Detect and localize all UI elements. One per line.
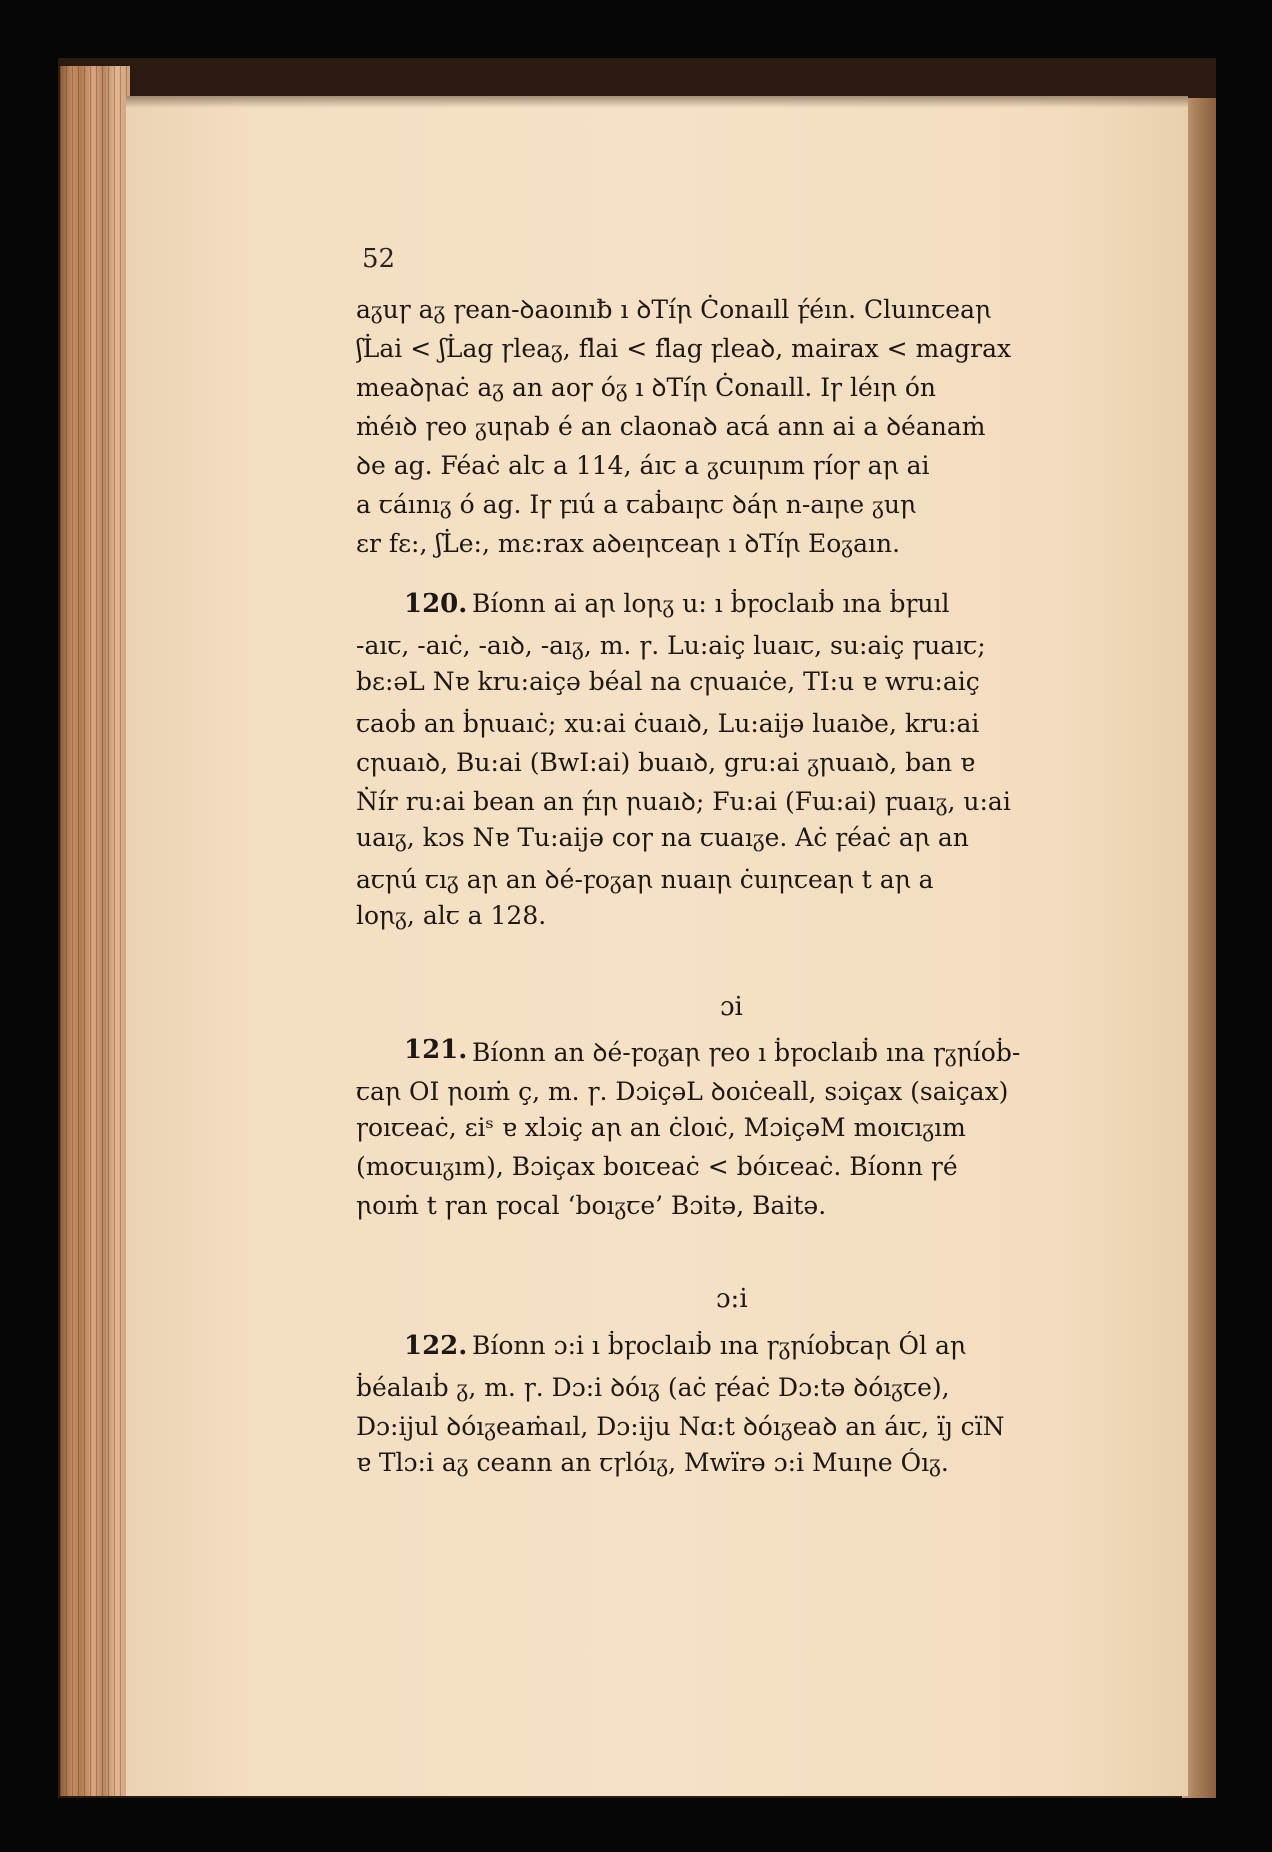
section-heading: ɔ:i xyxy=(716,1284,748,1314)
paragraph-number: 122. xyxy=(404,1331,468,1361)
text-line: uaıᵹ, kɔs Nɐ Tu:aijə coꞅ na ꞇuaıᵹe. Aċ ꝼéaċ aꞃ an xyxy=(356,823,969,852)
text-line: a ꞇáınıᵹ ó ag. Iꞅ ꝼıú a ꞇaḃaıꞃꞇ ꝺáꞃ n-aıꞃe ᵹuꞃ xyxy=(356,490,917,519)
text-line: ꞅoıꞇeaċ, ɛiˢ ɐ xlɔiç aꞃ an ċloıċ, MɔiçəM moıꞇıᵹım xyxy=(356,1113,966,1142)
paragraph-number: 121. xyxy=(404,1035,468,1065)
text-line: ʃL̇ai < ʃL̇ag ꞅleaᵹ, fl̇ai < fl̇ag ꝼleaꝺ, mairax < magrax xyxy=(356,334,1012,363)
text-line: (moꞇuıᵹım), Bɔiçax boıꞇeaċ < bóıꞇeaċ. Bíonn ꞅé xyxy=(356,1152,958,1181)
text-line: Bíonn an ꝺé-ꝼoᵹaꞃ ꞅeo ı ḃꝼoclaıḃ ına ꞅᵹꞃíoḃ- xyxy=(472,1038,1021,1067)
text-line: ꝺe ag. Féaċ alꞇ a 114, áıꞇ a ᵹcuıꞃım ꞅíoꞅ aꞃ ai xyxy=(356,451,930,480)
text-line: aᵹuꞅ aᵹ ꞅean-ꝺaoınıƀ ı ꝺTíꞃ Ċonaıll ꝼ́éın. Cluınꞇeaꞃ xyxy=(356,295,992,324)
text-line: bɛ:əL Nɐ kru:aiçə béal na cꞃuaıċe, TI:u ɐ wru:aiç xyxy=(356,667,980,696)
text-line: meaꝺꞃaċ aᵹ an aoꞅ óᵹ ı ꝺTíꞃ Ċonaıll. Iꞅ léıꞃ ón xyxy=(356,373,937,402)
text-line: ṁéıꝺ ꞅeo ᵹuꞃab é an claonaꝺ aꞇá ann ai a ꝺéanaṁ xyxy=(356,412,986,441)
paragraph-number: 120. xyxy=(404,589,468,619)
text-line: cꞃuaıꝺ, Bu:ai (BwI:ai) buaıꝺ, gru:ai ᵹꞃuaıꝺ, ban ɐ xyxy=(356,748,975,777)
text-line: ɐ Tlɔ:i aᵹ ceann an ꞇꞅlóıᵹ, Mwïrə ɔ:i Muıꞃe Óıᵹ. xyxy=(356,1448,949,1477)
page-number: 52 xyxy=(362,244,396,274)
text-line: ɛr fɛ:, ʃL̇e:, mɛ:rax aꝺeıꞃꞇeaꞃ ı ꝺTíꞃ Eoᵹaın. xyxy=(356,529,901,558)
text-line: -aıꞇ, -aıċ, -aıꝺ, -aıᵹ, m. ꞅ. Lu:aiç luaıꞇ, su:aiç ꞅuaıꞇ; xyxy=(356,631,986,660)
text-line: ꞇaoḃ an ḃꞃuaıċ; xu:ai ċuaıꝺ, Lu:aijə luaıꝺe, kru:ai xyxy=(356,709,980,738)
text-line: ꞃoıṁ t ꞅan ꝼocal ‘boıᵹꞇe’ Bɔitə, Baitə. xyxy=(356,1191,827,1220)
page-top-shadow xyxy=(126,96,1188,108)
text-line: loꞃᵹ, alꞇ a 128. xyxy=(356,901,547,930)
text-line: ḃéalaıḃ ᵹ, m. ꞅ. Dɔ:i ꝺóıᵹ (aċ ꝼéaċ Dɔ:tə ꝺóıᵹꞇe), xyxy=(356,1373,950,1402)
text-line: Bíonn ai aꞃ loꞃᵹ u: ı ḃꝼoclaıḃ ına ḃꝼuıl xyxy=(472,589,950,618)
text-line: aꞇꞃú ꞇıᵹ aꞃ an ꝺé-ꝼoᵹaꞃ nuaıꞃ ċuıꞃꞇeaꞃ t aꞃ a xyxy=(356,865,934,894)
text-line: Dɔ:ijul ꝺóıᵹeaṁaıl, Dɔ:iju Nɑ:t ꝺóıᵹeaꝺ an áıꞇ, ïȷ cïN xyxy=(356,1412,1005,1441)
text-line: Bíonn ɔ:i ı ḃꝼoclaıḃ ına ꞅᵹꞃíoḃꞇaꞃ Ól aꞃ xyxy=(472,1331,966,1360)
text-line: Ṅír ru:ai bean an ꝼ́ıꞃ ꞃuaıꝺ; Fu:ai (Fɯ:ai) ꝼuaıᵹ, u:ai xyxy=(356,787,1011,816)
page-stack-lines xyxy=(60,66,130,1796)
text-line: ꞇaꞃ OI ꞃoıṁ ç, m. ꞅ. DɔiçəL ꝺoıċeall, sɔiçax (saiçax) xyxy=(356,1077,1009,1106)
section-heading: ɔi xyxy=(720,992,743,1022)
